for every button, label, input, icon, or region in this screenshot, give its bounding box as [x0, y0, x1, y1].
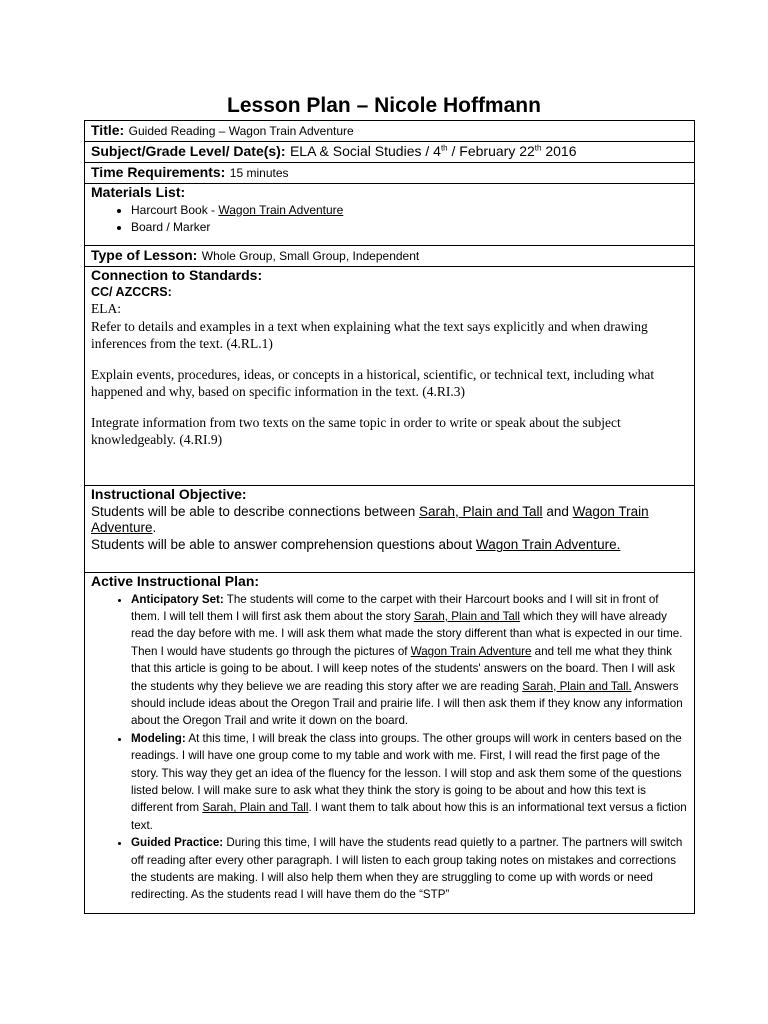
list-item: • Harcourt Book - Wagon Train Adventure [131, 202, 688, 220]
objective-row [85, 486, 695, 573]
standard-rl1: Refer to details and examples in a text when explaining what the text says explicitly and when drawing inferences from the text. (4.RL.1) [91, 318, 648, 352]
objective-1: Students will be able to describe connections between Sarah, Plain and Tall and Wagon Train Adventure. [91, 503, 649, 536]
plan-label: Active Instructional Plan: [91, 573, 260, 589]
standard-ri9: Integrate information from two texts on the same topic in order to write or speak about the subject knowledgeably. (4.RI.9) [91, 414, 621, 448]
standards-ela: ELA: [91, 301, 121, 317]
subject-value: ELA & Social Studies / 4th / February 22th 2016 [289, 143, 577, 159]
lesson-type-row [85, 246, 695, 267]
list-item: • Board / Marker [131, 219, 688, 237]
objective-2: Students will be able to answer comprehension questions about Wagon Train Adventure. [91, 537, 621, 553]
list-item: • Anticipatory Set: The students will come to the carpet with their Harcourt books and I will sit in front of them. I will tell them I will first ask them about the story Sarah, Plain and Tall which they will have already read the day before with me. I will ask them what made the story different than what is expected in our time. Then I would have students go through the pictures of Wagon Train Adventure and tell me what they think that this article is going to be about. I will keep notes of the students' answers on the board. Then I will ask the students why they believe we are reading this story after we are reading Sarah, Plain and Tall. Answers should include ideas about the Oregon Trail and prairie life. I will then ask them if they know any information about the Oregon Trail and write it down on the board. [131, 591, 688, 730]
list-item: • Modeling: At this time, I will break the class into groups. The other groups will work in centers based on the readings. I will have one group come to my table and work with me. First, I will read the first page of the story. This way they get an idea of the fluency for the lesson. I will stop and ask them some of the questions listed below. I will make sure to ask what they think the story is going to be about and how this text is different from Sarah, Plain and Tall. I want them to talk about how this is an informational text versus a fiction text. [131, 730, 688, 834]
time-label: Time Requirements: [91, 164, 226, 180]
plan-list [91, 591, 688, 904]
page-title: Lesson Plan – Nicole Hoffmann [227, 94, 541, 117]
subject-row [85, 142, 695, 163]
title-label: Title [91, 122, 120, 138]
lesson-type-label: Type of Lesson: [91, 247, 198, 263]
standards-row [85, 267, 695, 486]
time-value: 15 minutes [229, 166, 289, 180]
standards-sublabel: CC/ AZCCRS: [91, 284, 172, 299]
materials-label: Materials List: [91, 184, 186, 200]
lesson-type-value: Whole Group, Small Group, Independent [201, 249, 420, 263]
standards-label: Connection to Standards: [91, 267, 263, 283]
materials-list [91, 202, 688, 237]
objective-label: Instructional Objective: [91, 486, 247, 502]
materials-row [85, 184, 695, 246]
standard-ri3: Explain events, procedures, ideas, or concepts in a historical, scientific, or technical text, including what happened and why, based on specific information in the text. (4.RI.3) [91, 366, 655, 400]
time-row [85, 163, 695, 184]
title-value: Guided Reading – Wagon Train Adventure [128, 124, 354, 138]
subject-label: Subject/Grade Level/ Date(s): [91, 143, 286, 159]
plan-row [85, 573, 695, 914]
lesson-plan-table [84, 120, 695, 914]
title-row: Title: Guided Reading – Wagon Train Adventure [85, 121, 695, 142]
list-item: • Guided Practice: During this time, I will have the students read quietly to a partner. The partners will switch off reading after every other paragraph. I will listen to each group taking notes on mistakes and corrections the students are making. I will also help them when they are struggling to come up with words or need redirecting. As the students read I will have them do the “STP” [131, 834, 688, 904]
